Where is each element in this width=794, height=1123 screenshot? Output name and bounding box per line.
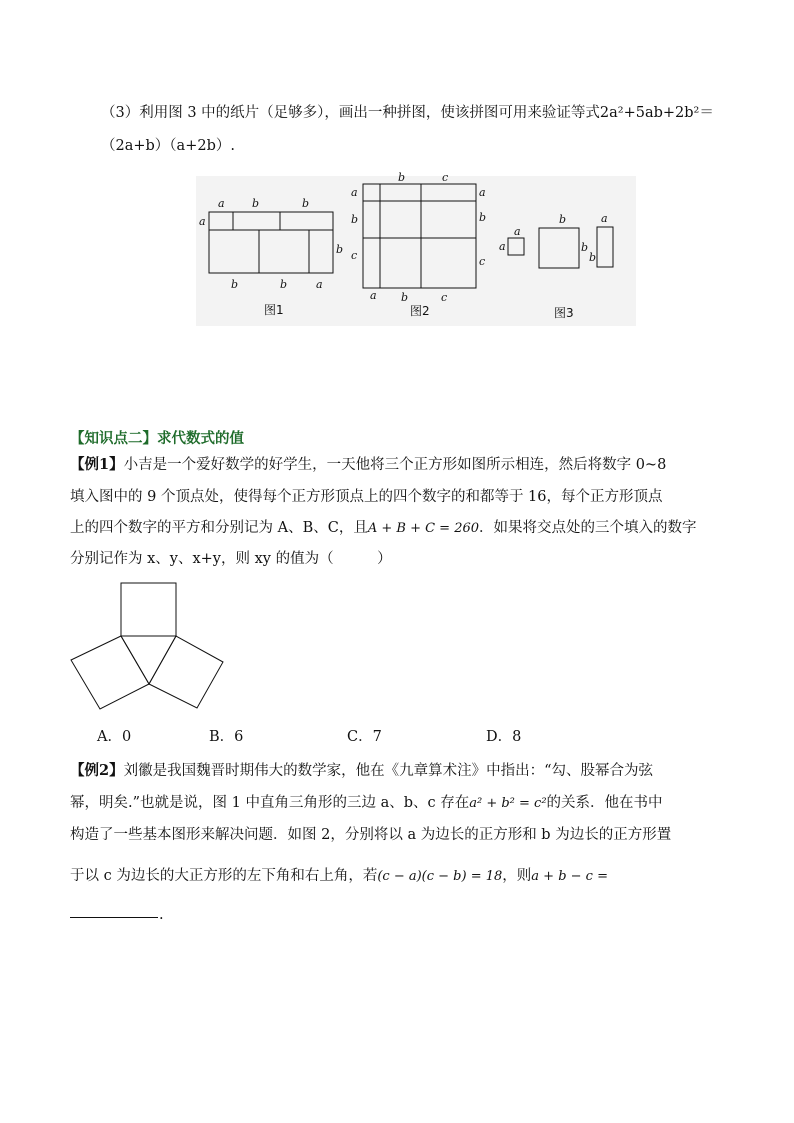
fig1-right-label: b — [336, 243, 344, 256]
center-triangle — [121, 636, 176, 684]
fig2-right-label-3: c — [479, 255, 486, 268]
ex2-line4-a: 于以 c 为边长的大正方形的左下角和右上角，若 — [70, 868, 378, 884]
q3-line1: （3）利用图 3 中的纸片（足够多），画出一种拼图，使该拼图可用来验证等式2a²+5ab+2b²＝ — [101, 105, 714, 121]
top-square — [121, 583, 176, 636]
ex2-line1-text: 刘徽是我国魏晋时期伟大的数学家，他在《九章算术注》中指出：“勾、股幂合为弦 — [123, 763, 654, 779]
fig2-left-label-3: c — [351, 249, 358, 262]
ex2-line4 — [70, 866, 608, 887]
fig2-left-label-2: b — [351, 213, 359, 226]
fig3-small-left-label: a — [499, 240, 506, 253]
fig3-tall-top-label: a — [601, 212, 608, 225]
fig3-mid-top-label: b — [559, 213, 567, 226]
section-heading: 【知识点二】求代数式的值 — [70, 430, 244, 447]
ex2-line3: 构造了一些基本图形来解决问题．如图 2，分别将以 a 为边长的正方形和 b 为边长的正方形置 — [70, 827, 672, 843]
ex2-line2-a: 幂，明矣.”也就是说，图 1 中直角三角形的三边 a、b、c 存在 — [70, 795, 470, 811]
fig2-caption: 图2 — [410, 304, 430, 318]
fig1-left-label: a — [199, 215, 206, 228]
option-a: A．0 — [97, 729, 132, 745]
ex2-end-period: . — [159, 907, 164, 923]
ex2-pythagoras: a² + b² = c² — [469, 796, 547, 811]
option-c: C．7 — [347, 729, 382, 745]
ex2-line2-b: 的关系．他在书中 — [546, 795, 663, 811]
ex1-line3-b: ．如果将交点处的三个填入的数字 — [479, 520, 697, 536]
fig2-bottom-label-3: c — [441, 291, 448, 304]
fig3-mid-right-label: b — [581, 241, 589, 254]
fig2-right-label-2: b — [479, 211, 487, 224]
option-b: B．6 — [209, 729, 244, 745]
ex2-tag: 【例2】 — [70, 762, 124, 779]
fig2-right-label-1: a — [479, 186, 486, 199]
fig1-bottom-label-3: a — [316, 278, 323, 291]
ex1-line3-a: 上的四个数字的平方和分别记为 A、B、C，且 — [70, 520, 368, 536]
ex1-line1-text: 小吉是一个爱好数学的好学生，一天他将三个正方形如图所示相连，然后将数字 0~8 — [123, 457, 667, 473]
option-d: D．8 — [486, 729, 522, 745]
fig2-bottom-label-2: b — [401, 291, 409, 304]
ex1-tag: 【例1】 — [70, 456, 124, 473]
fig2-left-label-1: a — [351, 186, 358, 199]
ex1-line2: 填入图中的 9 个顶点处，使得每个正方形顶点上的四个数字的和都等于 16，每个正方形顶点 — [70, 489, 663, 505]
ex2-target-expression: a + b − c = — [531, 869, 608, 884]
ex2-line1 — [70, 761, 653, 781]
fig3-tall-left-label: b — [589, 251, 597, 264]
ex1-equation: A + B + C = 260 — [367, 521, 480, 536]
fig1-top-label-1: a — [218, 197, 225, 210]
answer-blank[interactable] — [70, 916, 158, 918]
q3-line2: （2a+b）（a+2b）. — [101, 138, 235, 154]
fig1-bottom-label-2: b — [280, 278, 288, 291]
fig1-top-label-3: b — [302, 197, 310, 210]
fig3-caption: 图3 — [554, 306, 574, 320]
fig3-small-top-label: a — [514, 225, 521, 238]
left-square — [71, 636, 149, 709]
ex2-line2 — [70, 793, 663, 814]
fig2-bottom-label-1: a — [370, 289, 377, 302]
fig2-top-label-2: c — [442, 171, 449, 184]
ex2-condition: (c − a)(c − b) = 18 — [377, 869, 503, 884]
fig1-top-label-2: b — [252, 197, 260, 210]
ex1-line4: 分别记作为 x、y、x+y，则 xy 的值为（ ） — [70, 551, 392, 567]
ex2-line4-b: ，则 — [502, 868, 532, 884]
fig2-top-label-1: b — [398, 171, 406, 184]
fig1-bottom-label-1: b — [231, 278, 239, 291]
fig1-caption: 图1 — [264, 303, 284, 317]
right-square — [149, 636, 223, 708]
